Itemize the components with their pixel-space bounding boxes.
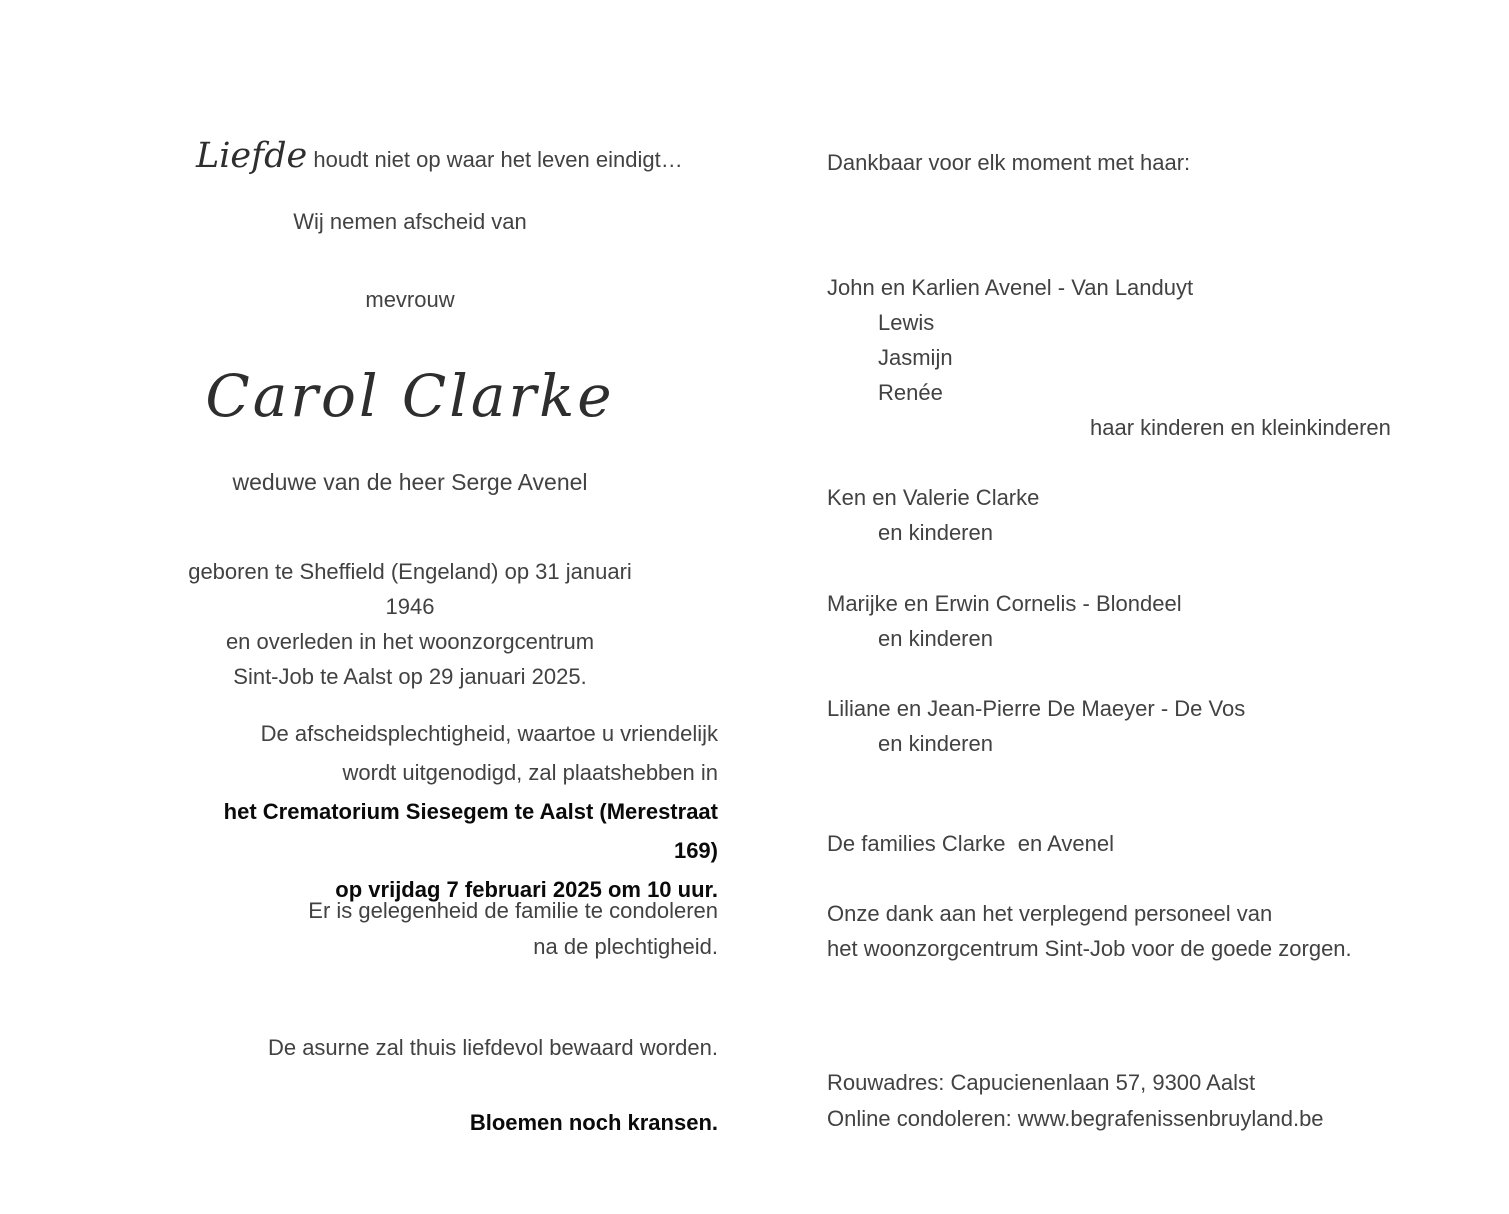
ceremony-datetime: op vrijdag 7 februari 2025 om 10 uur. [335,877,718,902]
condolence-line-1: Er is gelegenheid de familie te condoleren [308,898,718,923]
widow-line: weduwe van de heer Serge Avenel [232,469,588,495]
opening-quote [196,136,683,176]
life-line-died-1: en overleden in het woonzorgcentrum [225,629,595,654]
thanks-line-2: het woonzorgcentrum Sint-Job voor de goede zorgen. [827,936,1352,961]
family-heads: John en Karlien Avenel - Van Landuyt [827,275,1194,300]
family-heads: Ken en Valerie Clarke [827,485,1040,510]
family-group-2 [827,480,1447,550]
mourning-address: Rouwadres: Capucienenlaan 57, 9300 Aalst [827,1070,1256,1095]
grandchildren-line: haar kinderen en kleinkinderen [1090,415,1391,440]
family-child: en kinderen [878,731,993,756]
ceremony-line-2: wordt uitgenodigd, zal plaatshebben in [342,760,718,785]
ceremony-location: het Crematorium Siesegem te Aalst (Merestraat 169) [223,799,718,863]
deceased-name: Carol Clarke [205,362,615,430]
honorific: mevrouw [365,287,455,312]
gratitude-line: Dankbaar voor elk moment met haar: [827,150,1191,175]
condolence-line-2: na de plechtigheid. [533,934,718,959]
family-child: Renée [878,380,943,405]
farewell-line: Wij nemen afscheid van [293,209,527,234]
family-child: Lewis [878,310,935,335]
family-child: en kinderen [878,626,993,651]
condolence-block [180,893,718,965]
ceremony-line-1: De afscheidsplechtigheid, waartoe u vriendelijk [260,721,718,746]
flowers-line: Bloemen noch kransen. [469,1110,718,1135]
family-heads: Liliane en Jean-Pierre De Maeyer - De Vos [827,696,1246,721]
family-group-4 [827,691,1447,761]
life-line-died-2: Sint-Job te Aalst op 29 januari 2025. [233,664,587,689]
family-heads: Marijke en Erwin Cornelis - Blondeel [827,591,1182,616]
thanks-line-1: Onze dank aan het verplegend personeel van [827,901,1273,926]
family-group-3 [827,586,1447,656]
life-dates-block [180,554,640,694]
opening-quote-script-word: Liefde [196,136,308,176]
urn-line: De asurne zal thuis liefdevol bewaard worden. [267,1035,718,1060]
family-group-1 [827,270,1447,445]
families-line: De families Clarke en Avenel [827,831,1114,856]
thanks-block [827,896,1447,966]
life-line-born: geboren te Sheffield (Engeland) op 31 januari 1946 [188,559,632,619]
online-condolence-line: Online condoleren: www.begrafenissenbruyland.be [827,1106,1324,1131]
family-child: en kinderen [878,520,993,545]
ceremony-block [180,714,718,909]
opening-quote-rest: houdt niet op waar het leven eindigt… [307,147,683,172]
family-child: Jasmijn [878,345,953,370]
